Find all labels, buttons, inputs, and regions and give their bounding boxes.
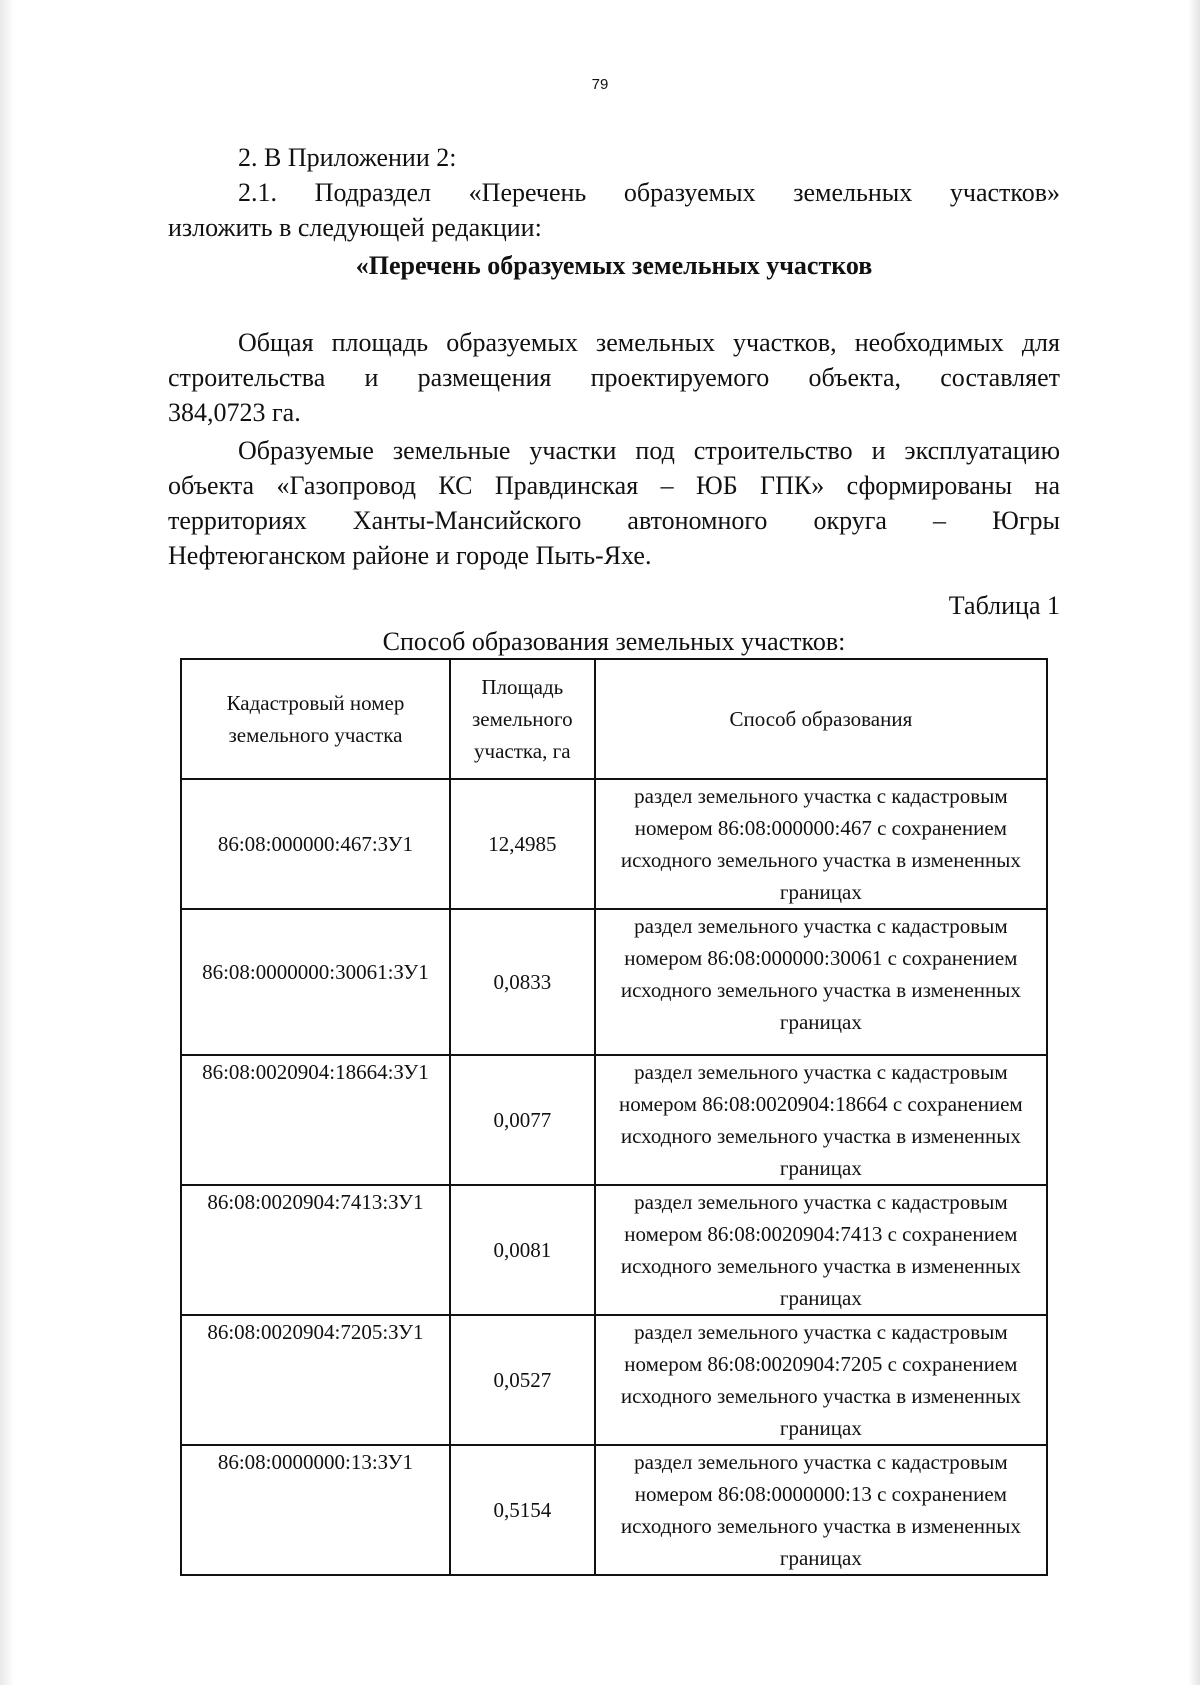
cell-cadastral: 86:08:0000000:13:ЗУ1 bbox=[181, 1445, 450, 1575]
paragraph2-line1: Образуемые земельные участки под строительство и эксплуатацию bbox=[238, 436, 1060, 465]
subitem-line2: изложить в следующей редакции: bbox=[168, 213, 542, 242]
cell-method: раздел земельного участка с кадастровым номером 86:08:0020904:18664 с сохранением исходного земельного участка в измененных границах bbox=[595, 1055, 1047, 1185]
section-intro bbox=[168, 140, 1060, 245]
table-row bbox=[181, 1185, 1047, 1315]
table-row bbox=[181, 909, 1047, 1055]
paragraph2-line2: объекта «Газопровод КС Правдинская – ЮБ ГПК» сформированы на bbox=[168, 471, 1060, 500]
paragraph2-line4: Нефтеюганском районе и городе Пыть-Яхе. bbox=[168, 541, 652, 570]
cell-method: раздел земельного участка с кадастровым номером 86:08:0020904:7413 с сохранением исходного земельного участка в измененных границах bbox=[595, 1185, 1047, 1315]
cell-cadastral: 86:08:0000000:30061:ЗУ1 bbox=[181, 909, 450, 1055]
scan-edge-left bbox=[0, 0, 14, 1685]
subitem-line1: 2.1. Подраздел «Перечень образуемых земельных участков» bbox=[238, 178, 1060, 207]
header-method: Способ образования bbox=[595, 659, 1047, 779]
header-area: Площадь земельного участка, га bbox=[450, 659, 595, 779]
header-cadastral: Кадастровый номер земельного участка bbox=[181, 659, 450, 779]
cell-cadastral: 86:08:0020904:7205:ЗУ1 bbox=[181, 1315, 450, 1445]
table-row bbox=[181, 1445, 1047, 1575]
table-header-row bbox=[181, 659, 1047, 779]
cell-area: 0,0527 bbox=[450, 1315, 595, 1445]
section-heading: «Перечень образуемых земельных участков bbox=[355, 251, 873, 280]
cell-method: раздел земельного участка с кадастровым номером 86:08:0020904:7205 с сохранением исходного земельного участка в измененных границах bbox=[595, 1315, 1047, 1445]
cell-area: 0,5154 bbox=[450, 1445, 595, 1575]
land-plots-table bbox=[180, 658, 1048, 1576]
table-row bbox=[181, 1055, 1047, 1185]
cell-area: 0,0077 bbox=[450, 1055, 595, 1185]
cell-cadastral: 86:08:0020904:18664:ЗУ1 bbox=[181, 1055, 450, 1185]
cell-area: 12,4985 bbox=[450, 779, 595, 909]
paragraph2-line3: территориях Ханты-Мансийского автономного округа – Югры bbox=[168, 506, 1060, 535]
paragraph-territory bbox=[168, 433, 1060, 573]
table-caption: Способ образования земельных участков: bbox=[382, 627, 846, 656]
paragraph1-line1: Общая площадь образуемых земельных участков, необходимых для bbox=[238, 328, 1060, 357]
table-row bbox=[181, 1315, 1047, 1445]
cell-cadastral: 86:08:000000:467:ЗУ1 bbox=[181, 779, 450, 909]
cell-method: раздел земельного участка с кадастровым номером 86:08:000000:467 с сохранением исходного земельного участка в измененных границах bbox=[595, 779, 1047, 909]
paragraph1-line2: строительства и размещения проектируемого объекта, составляет bbox=[168, 363, 1060, 392]
paragraph1-line3: 384,0723 га. bbox=[168, 398, 301, 427]
cell-cadastral: 86:08:0020904:7413:ЗУ1 bbox=[181, 1185, 450, 1315]
table-label: Таблица 1 bbox=[948, 591, 1060, 620]
section-item: 2. В Приложении 2: bbox=[238, 143, 457, 172]
page-number: 79 bbox=[591, 76, 609, 93]
paragraph-total-area bbox=[168, 325, 1060, 430]
cell-area: 0,0833 bbox=[450, 909, 595, 1055]
cell-method: раздел земельного участка с кадастровым номером 86:08:000000:30061 с сохранением исходного земельного участка в измененных границах bbox=[595, 909, 1047, 1055]
table-row bbox=[181, 779, 1047, 909]
scan-edge-right bbox=[1188, 0, 1200, 1685]
cell-method: раздел земельного участка с кадастровым номером 86:08:0000000:13 с сохранением исходного земельного участка в измененных границах bbox=[595, 1445, 1047, 1575]
cell-area: 0,0081 bbox=[450, 1185, 595, 1315]
